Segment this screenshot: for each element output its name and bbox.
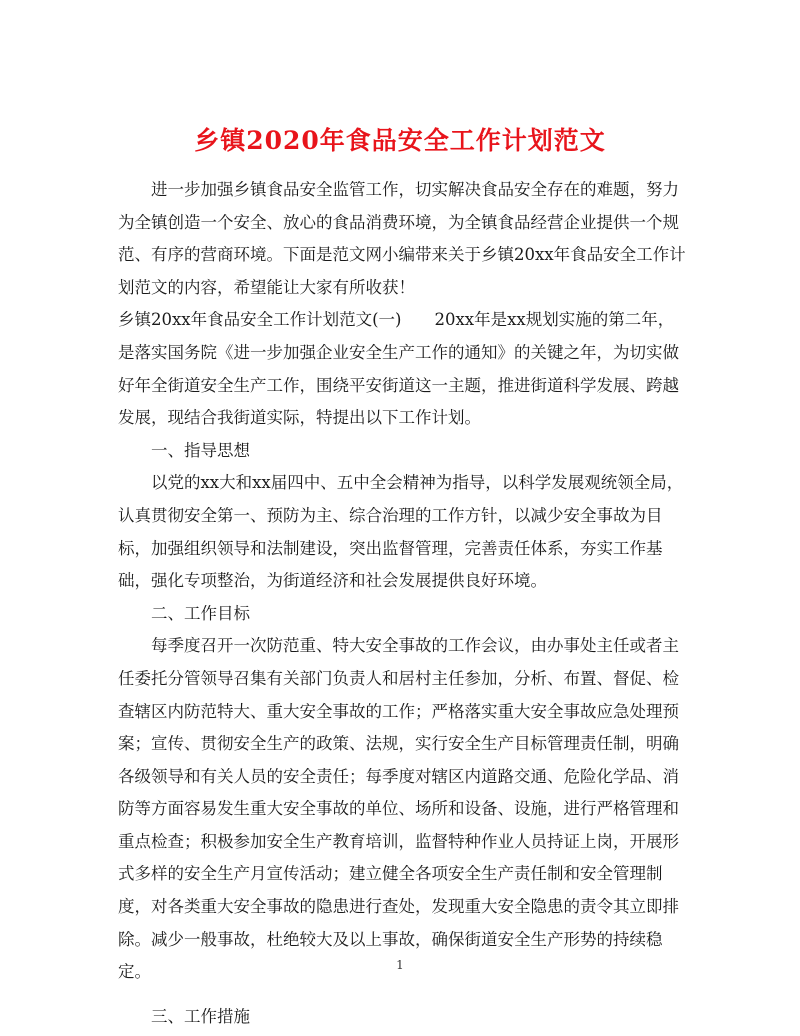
- paragraph-work-goals: 每季度召开一次防范重、特大安全事故的工作会议，由办事处主任或者主任委托分管领导召集有关部门负责人和居村主任参加，分析、布置、督促、检查辖区内防范特大、重大安全事故的工作；严格落实重大安全事故应急处理预案；宣传、贯彻安全生产的政策、法规，实行安全生产目标管理责任制，明确各级领导和有关人员的安全责任；每季度对辖区内道路交通、危险化学品、消防等方面容易发生重大安全事故的单位、场所和设备、设施，进行严格管理和重点检查；积极参加安全生产教育培训，监督特种作业人员持证上岗，开展形式多样的安全生产月宣传活动；建立健全各项安全生产责任制和安全管理制度，对各类重大安全事故的隐患进行查处，发现重大安全隐患的责令其立即排除。减少一般事故，杜绝较大及以上事故，确保街道安全生产形势的持续稳定。: [118, 636, 679, 982]
- section-heading-work-measures: 三、工作措施: [151, 1006, 250, 1026]
- intro-paragraph: 进一步加强乡镇食品安全监管工作，切实解决食品安全存在的难题，努力为全镇创造一个安全、放心的食品消费环境，为全镇食品经营企业提供一个规范、有序的营商环境。下面是范文网小编带来关于乡镇20xx年食品安全工作计划范文的内容，希望能让大家有所收获！: [118, 180, 686, 297]
- paragraph-plan-overview: 乡镇20xx年食品安全工作计划范文(一) 20xx年是xx规划实施的第二年，是落实国务院《进一步加强企业安全生产工作的通知》的关键之年，为切实做好年全街道安全生产工作，围绕平安街道这一主题，推进街道科学发展、跨越发展，现结合我街道实际，特提出以下工作计划。: [118, 310, 679, 428]
- document-body: [118, 174, 686, 1033]
- section-heading-work-goals: 二、工作目标: [151, 603, 250, 623]
- page-number: 1: [396, 958, 404, 972]
- paragraph-guiding-ideology: 以党的xx大和xx届四中、五中全会精神为指导，以科学发展观统领全局，认真贯彻安全第一、预防为主、综合治理的工作方针，以减少安全事故为目标，加强组织领导和法制建设，突出监督管理，完善责任体系，夯实工作基础，强化专项整治，为街道经济和社会发展提供良好环境。: [118, 473, 684, 591]
- section-heading-guiding-ideology: 一、指导思想: [151, 440, 250, 460]
- document-title: 乡镇2020年食品安全工作计划范文: [194, 125, 606, 155]
